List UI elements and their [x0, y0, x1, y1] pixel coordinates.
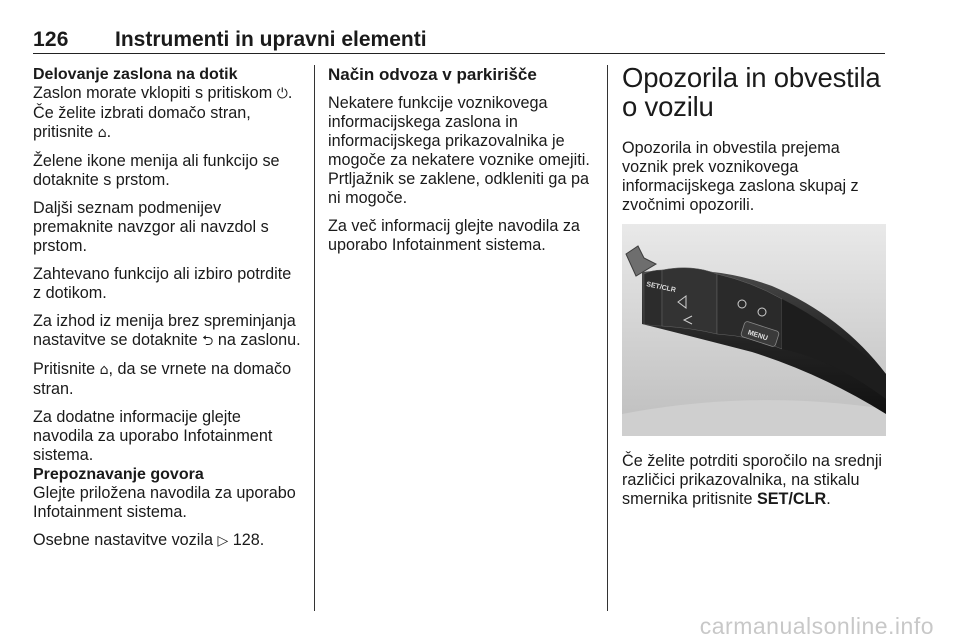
- paragraph-scroll: Daljši seznam podmenijev premaknite navzgor ali navzdol s prstom.: [33, 199, 269, 255]
- text: Osebne nastavitve vozila: [33, 531, 218, 549]
- page-header: [33, 28, 885, 54]
- column-middle: [328, 65, 590, 264]
- set-clr-label: SET/CLR: [645, 281, 677, 295]
- paragraph-more-info: Za dodatne informacije glejte navodila za uporabo Infotainment sistema.: [33, 408, 273, 464]
- section-heading-voice: Prepoznavanje govora: [33, 466, 204, 483]
- text: na zaslonu.: [213, 331, 301, 349]
- text: Če želite potrditi sporočilo na srednji različici prikazovalnika, na stikalu smernika pritisnite: [622, 452, 883, 508]
- paragraph-valet-info: Za več informacij glejte navodila za uporabo Infotainment sistema.: [328, 217, 580, 254]
- power-icon: ⏻: [276, 86, 288, 102]
- text: , da se vrnete na domačo stran.: [33, 360, 292, 398]
- paragraph-power-home: [33, 84, 301, 143]
- back-arrow-icon: ⮌: [202, 333, 214, 349]
- paragraph-exit-menu: [33, 312, 301, 351]
- text: Za izhod iz menija brez spreminjanja nastavitve se dotaknite: [33, 312, 296, 349]
- column-divider: [314, 65, 315, 611]
- column-divider: [607, 65, 608, 611]
- text: 128.: [228, 531, 265, 549]
- menu-label: MENU: [746, 329, 769, 343]
- paragraph-home: [33, 360, 301, 399]
- paragraph-confirm-message: [622, 452, 890, 509]
- paragraph-confirm: Zahtevano funkcijo ali izbiro potrdite z dotikom.: [33, 265, 292, 302]
- home-icon: ⌂: [99, 362, 109, 378]
- text: Zaslon morate vklopiti s pritiskom: [33, 84, 277, 102]
- watermark: carmanualsonline.info: [699, 613, 934, 639]
- turn-signal-stalk-illustration: [622, 224, 886, 436]
- paragraph-valet-restrict: Nekatere funkcije voznikovega informacijskega zaslona in informacijskega prikazovalnika je mogoče za nekatere voznike omejiti. Prtljažnik se zaklene, odkleniti ga pa ni mogoče.: [328, 94, 590, 207]
- stalk-drawing: [622, 224, 886, 436]
- text: .: [106, 123, 112, 141]
- paragraph-touch-icons: Želene ikone menija ali funkcijo se dotaknite s prstom.: [33, 152, 280, 189]
- cross-reference-icon: ▷: [217, 533, 229, 549]
- paragraph-voice: Glejte priložena navodila za uporabo Infotainment sistema.: [33, 484, 296, 521]
- set-clr-button-label: SET/CLR: [756, 490, 827, 508]
- section-title-warnings: Opozorila in obvestila o vozilu: [622, 62, 881, 122]
- text: Pritisnite: [33, 360, 100, 378]
- paragraph-vehicle-settings: [33, 531, 301, 551]
- section-heading-touchscreen: Delovanje zaslona na dotik: [33, 66, 238, 83]
- home-icon: ⌂: [97, 125, 107, 141]
- section-heading-valet: Način odvoza v parkirišče: [328, 65, 537, 84]
- column-right: [622, 62, 890, 518]
- text: . Če želite izbrati domačo stran, pritisnite: [33, 84, 293, 141]
- paragraph-warnings: Opozorila in obvestila prejema voznik prek voznikovega informacijskega zaslona skupaj z zvočnimi opozorili.: [622, 139, 859, 214]
- text: .: [826, 490, 831, 508]
- column-left: [33, 65, 301, 560]
- page-title: Instrumenti in upravni elementi: [115, 28, 427, 51]
- page-number: 126: [33, 28, 69, 51]
